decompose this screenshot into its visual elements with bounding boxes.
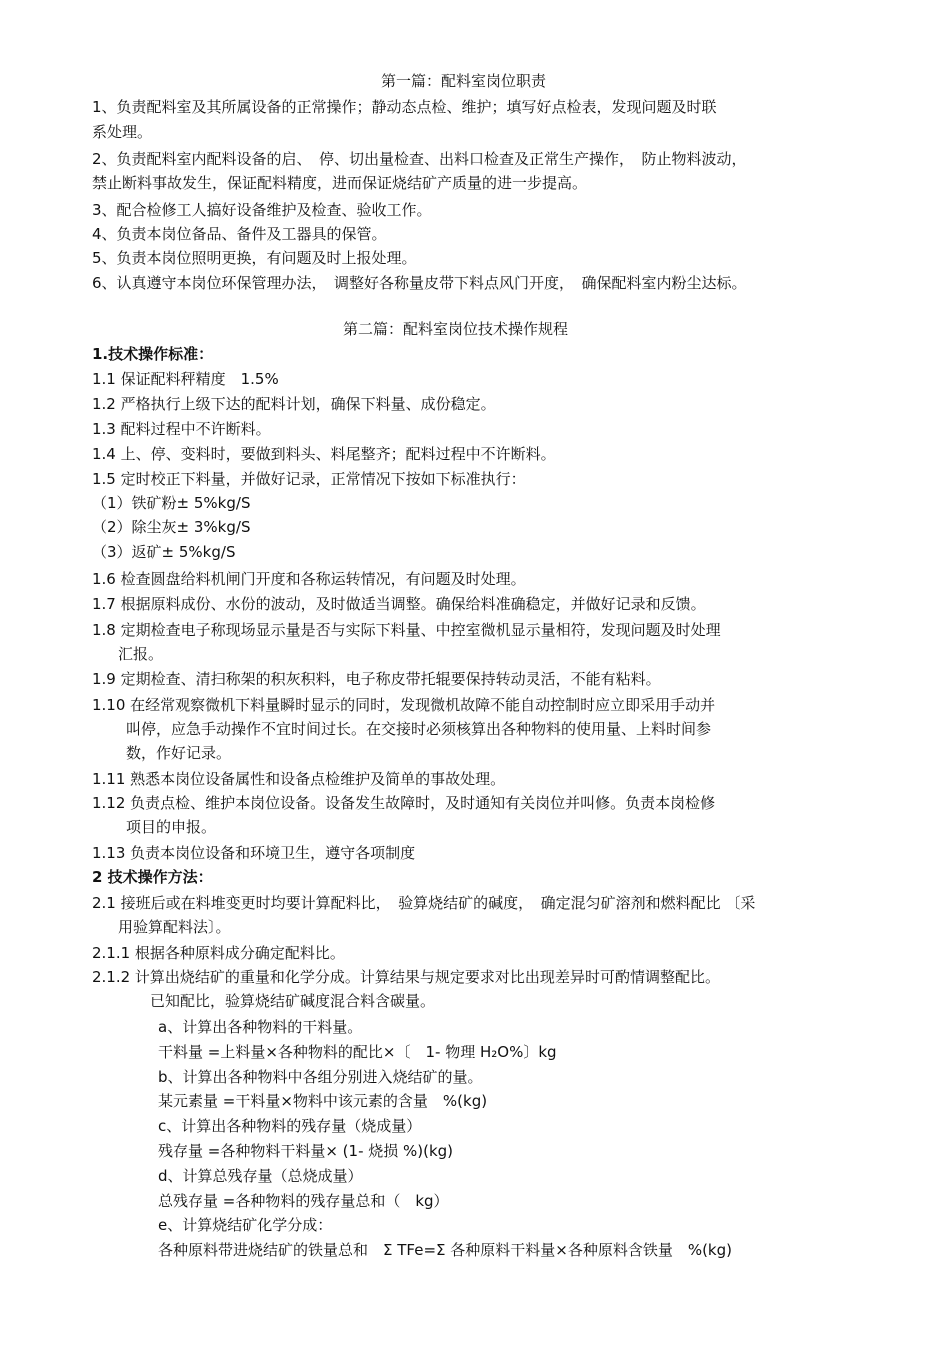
standard-item: 1.11 熟悉本岗位设备属性和设备点检维护及简单的事故处理。 <box>92 770 506 788</box>
duty-line: 系处理。 <box>92 123 153 141</box>
calc-formula: 某元素量 =干料量×物料中该元素的含量 %(kg) <box>158 1092 488 1110</box>
standard-item: 1.9 定期检查、清扫称架的积灰积料，电子称皮带托辊要保持转动灵活，不能有粘料。 <box>92 670 661 688</box>
calc-formula: 各种原料带进烧结矿的铁量总和 Σ TFe=Σ 各种原料干料量×各种原料含铁量 %(kg) <box>158 1241 732 1259</box>
heading-standards: 1.技术操作标准： <box>92 345 214 363</box>
standard-item-cont: 项目的申报。 <box>126 818 217 836</box>
standard-subitem: （3）返矿± 5%kg/S <box>92 543 236 561</box>
standard-item: 1.5 定时校正下料量，并做好记录，正常情况下按如下标准执行： <box>92 470 526 488</box>
standard-item: 1.2 严格执行上级下达的配料计划，确保下料量、成份稳定。 <box>92 395 496 413</box>
standard-item: 1.12 负责点检、维护本岗位设备。设备发生故障时，及时通知有关岗位并叫修。负责本岗检修 <box>92 794 716 812</box>
standard-item: 1.13 负责本岗位设备和环境卫生，遵守各项制度 <box>92 844 416 862</box>
duty-line: 2、负责配料室内配料设备的启、 停、切出量检查、出料口检查及正常生产操作， 防止物料波动， <box>92 150 747 168</box>
calc-formula: 干料量 =上料量×各种物料的配比×〔 1- 物理 H₂O%〕kg <box>158 1043 557 1061</box>
calc-step: b、计算出各种物料中各组分别进入烧结矿的量。 <box>158 1068 483 1086</box>
duty-line: 1、负责配料室及其所属设备的正常操作；静动态点检、维护；填写好点检表，发现问题及时联 <box>92 98 717 116</box>
standard-item: 1.1 保证配料秤精度 1.5% <box>92 370 279 388</box>
calc-step: d、计算总残存量（总烧成量） <box>158 1167 363 1185</box>
method-item-cont: 用验算配料法〕。 <box>118 918 231 936</box>
calc-step: e、计算烧结矿化学分成： <box>158 1216 333 1234</box>
standard-item: 1.10 在经常观察微机下料量瞬时显示的同时，发现微机故障不能自动控制时应立即采用手动并 <box>92 696 716 714</box>
calc-formula: 总残存量 =各种物料的残存量总和（ kg） <box>158 1192 449 1210</box>
standard-subitem: （1）铁矿粉± 5%kg/S <box>92 494 251 512</box>
standard-item: 1.8 定期检查电子称现场显示量是否与实际下料量、中控室微机显示量相符，发现问题及时处理 <box>92 621 721 639</box>
standard-item-cont: 汇报。 <box>118 645 164 663</box>
duty-line: 4、负责本岗位备品、备件及工器具的保管。 <box>92 225 387 243</box>
standard-item: 1.7 根据原料成份、水份的波动，及时做适当调整。确保给料准确稳定，并做好记录和反馈。 <box>92 595 706 613</box>
method-item: 2.1.1 根据各种原料成分确定配料比。 <box>92 944 345 962</box>
calc-formula: 残存量 =各种物料干料量× (1- 烧损 %)(kg) <box>158 1142 454 1160</box>
standard-item: 1.4 上、停、变料时，要做到料头、料尾整齐；配料过程中不许断料。 <box>92 445 556 463</box>
method-item: 2.1.2 计算出烧结矿的重量和化学分成。计算结果与规定要求对比出现差异时可酌情调整配比。 <box>92 968 720 986</box>
heading-methods: 2 技术操作方法： <box>92 868 213 886</box>
section1-title: 第一篇：配料室岗位职责 <box>381 72 547 90</box>
standard-item-cont: 数，作好记录。 <box>126 744 232 762</box>
standard-item: 1.3 配料过程中不许断料。 <box>92 420 271 438</box>
duty-line: 5、负责本岗位照明更换，有问题及时上报处理。 <box>92 249 417 267</box>
standard-item-cont: 叫停，应急手动操作不宜时间过长。在交接时必须核算出各种物料的使用量、上料时间参 <box>126 720 712 738</box>
method-item-cont: 已知配比，验算烧结矿碱度混合料含碳量。 <box>150 992 436 1010</box>
standard-subitem: （2）除尘灰± 3%kg/S <box>92 518 251 536</box>
duty-line: 6、认真遵守本岗位环保管理办法， 调整好各称量皮带下料点风门开度， 确保配料室内粉尘达标。 <box>92 274 747 292</box>
calc-step: c、计算出各种物料的残存量（烧成量） <box>158 1117 422 1135</box>
duty-line: 3、配合检修工人搞好设备维护及检查、验收工作。 <box>92 201 432 219</box>
standard-item: 1.6 检查圆盘给料机闸门开度和各称运转情况，有问题及时处理。 <box>92 570 526 588</box>
calc-step: a、计算出各种物料的干料量。 <box>158 1018 363 1036</box>
section2-title: 第二篇：配料室岗位技术操作规程 <box>343 320 569 338</box>
method-item: 2.1 接班后或在料堆变更时均要计算配料比， 验算烧结矿的碱度， 确定混匀矿溶剂和燃料配比 〔采 <box>92 894 756 912</box>
duty-line: 禁止断料事故发生，保证配料精度，进而保证烧结矿产质量的进一步提高。 <box>92 174 588 192</box>
